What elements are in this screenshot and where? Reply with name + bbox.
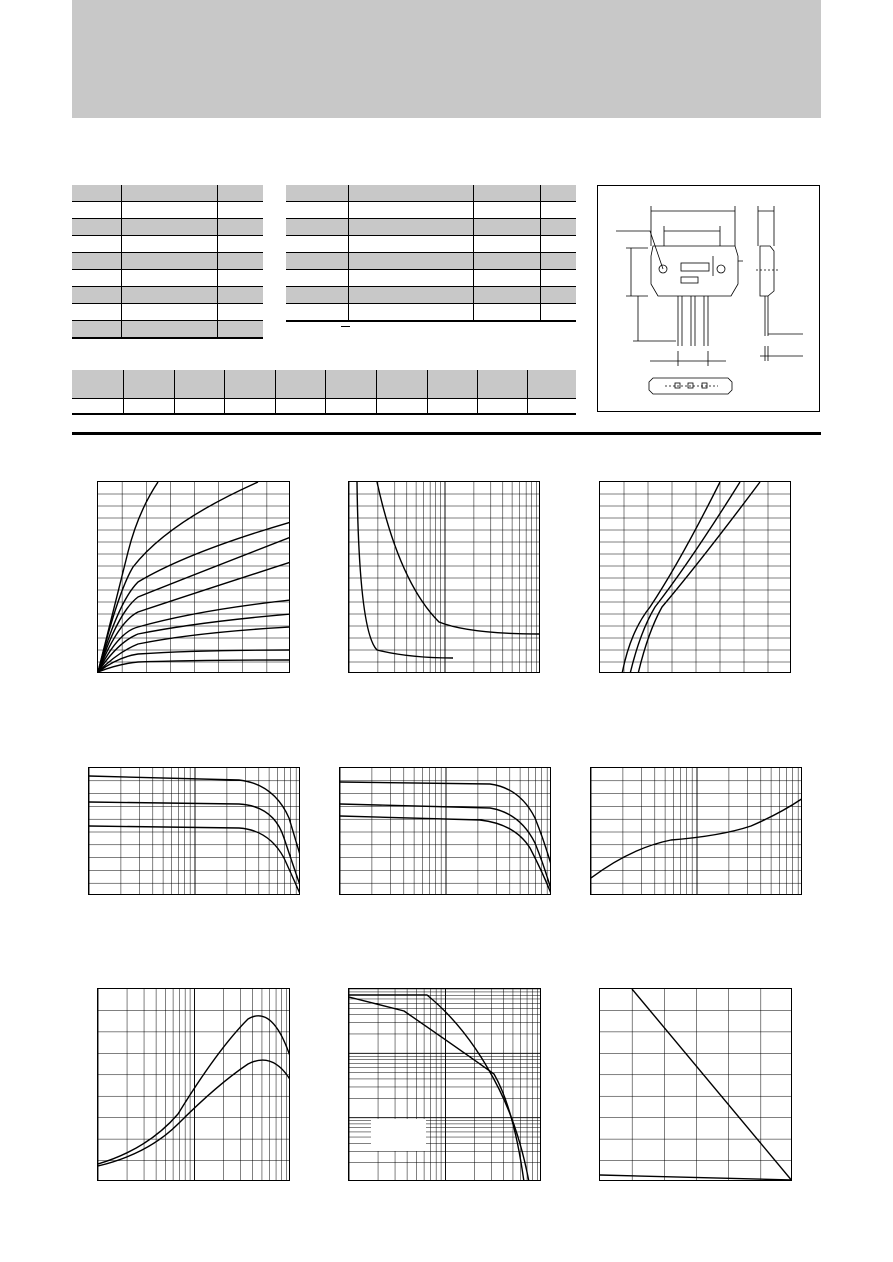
graph-r1c2 (348, 481, 540, 673)
graph-r3c2 (348, 988, 541, 1181)
graph-grid (349, 989, 541, 1181)
graph-grid (591, 768, 802, 895)
graph-r2c3 (590, 767, 802, 895)
absolute-max-ratings-table (72, 185, 263, 339)
graph-r2c1-plot (89, 768, 300, 895)
graph-grid (600, 989, 792, 1181)
classification-table (72, 370, 576, 415)
graph-r2c3-plot (591, 768, 802, 895)
graph-r2c1 (88, 767, 300, 895)
graph-grid (600, 482, 791, 673)
graph-r3c1-plot (98, 989, 290, 1181)
graph-grid (349, 482, 540, 673)
graph-grid (89, 768, 300, 895)
graph-r2c2 (339, 767, 551, 895)
graph-r3c2-plot (349, 989, 541, 1181)
graph-r3c3-plot (600, 989, 792, 1181)
package-outline-icon (598, 186, 821, 413)
graph-r3c1 (97, 988, 290, 1181)
graph-r1c1-plot (98, 482, 290, 673)
footnote-overline (341, 326, 350, 327)
section-divider (72, 432, 821, 435)
graph-r1c3 (599, 481, 791, 673)
package-drawing (597, 185, 820, 412)
graph-r2c2-plot (340, 768, 551, 895)
graph-grid (340, 768, 551, 895)
electrical-characteristics-table (286, 185, 576, 322)
graph-r1c2-plot (349, 482, 540, 673)
graph-r1c1 (97, 481, 290, 673)
header-band (72, 0, 821, 118)
graph-r1c3-plot (600, 482, 791, 673)
graph-r3c3 (599, 988, 792, 1181)
